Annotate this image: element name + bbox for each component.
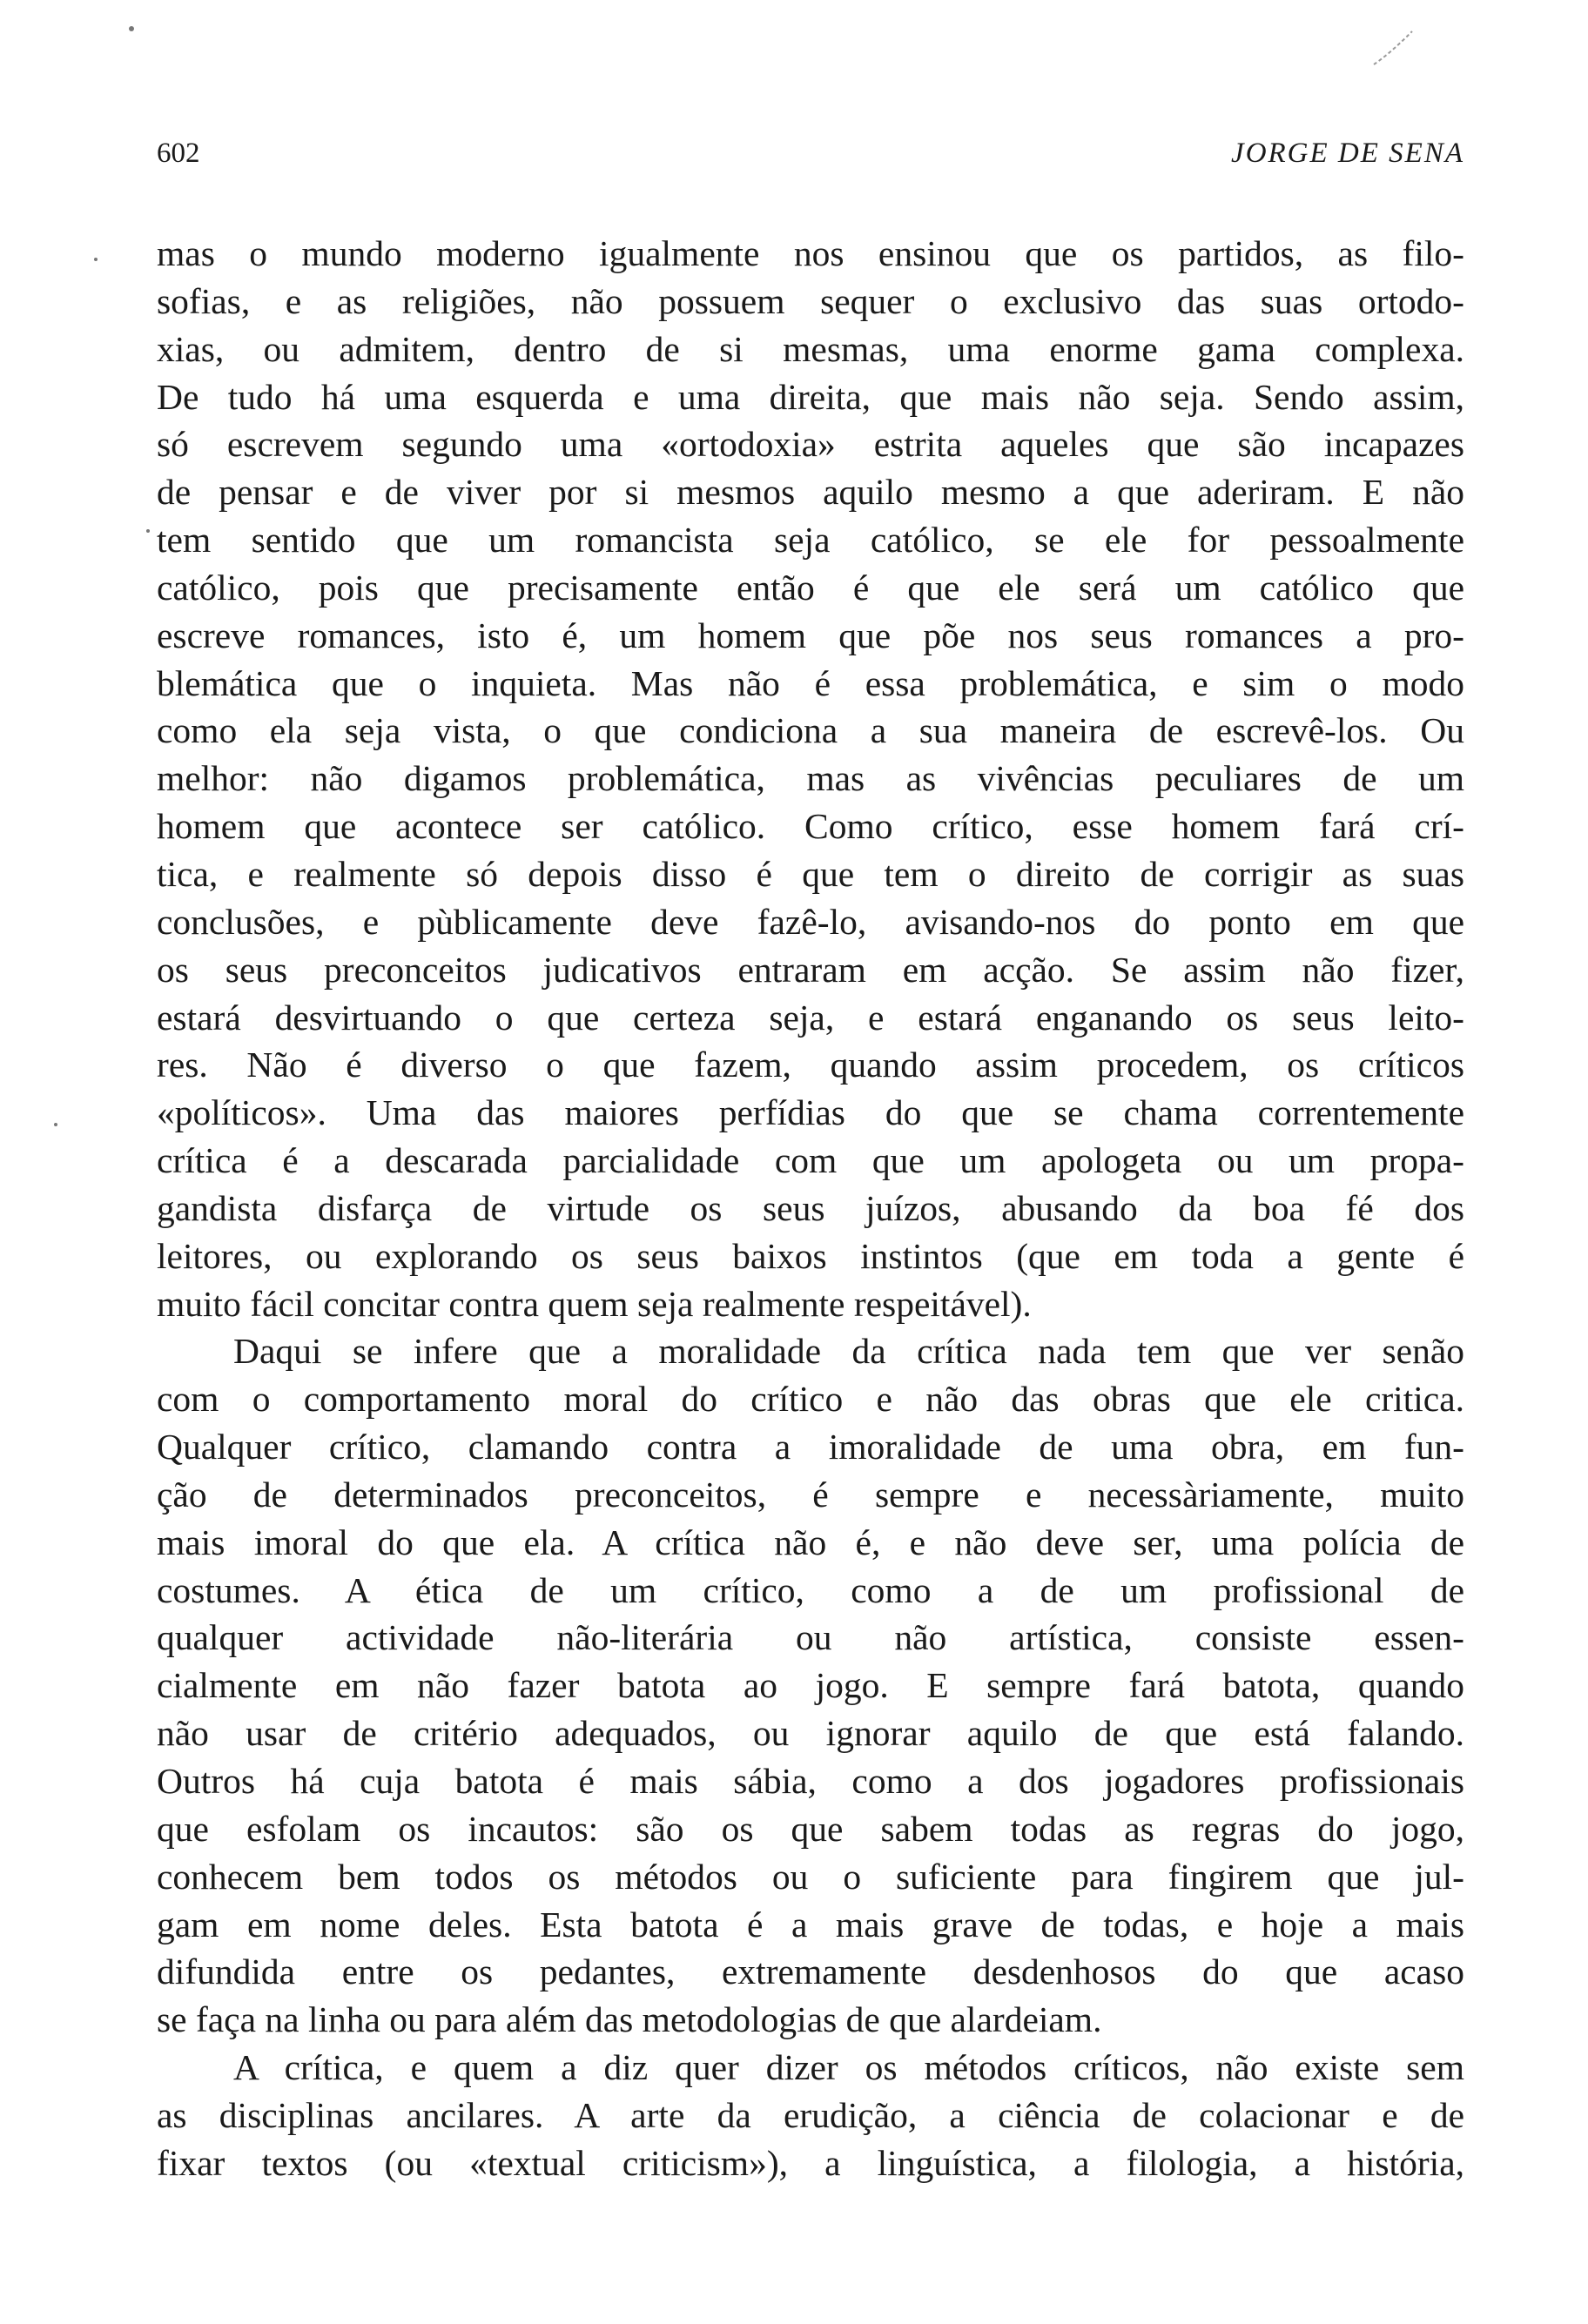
text-line: gandista disfarça de virtude os seus juízos, abusando da boa fé dos — [157, 1187, 1464, 1228]
text-line: que esfolam os incautos: são os que sabem todas as regras do jogo, — [157, 1808, 1464, 1849]
text-line: homem que acontece ser católico. Como crítico, esse homem fará crí- — [157, 806, 1464, 847]
text-line: ção de determinados preconceitos, é sempre e necessàriamente, muito — [157, 1474, 1464, 1515]
text-line: mais imoral do que ela. A crítica não é, e não deve ser, uma polícia de — [157, 1521, 1464, 1562]
text-line: qualquer actividade não-literária ou não artística, consiste essen- — [157, 1617, 1464, 1658]
text-line: leitores, ou explorando os seus baixos instintos (que em toda a gente é — [157, 1235, 1464, 1276]
text-line: os seus preconceitos judicativos entraram em acção. Se assim não fizer, — [157, 949, 1464, 990]
ink-speck — [94, 258, 98, 261]
text-line: escreve romances, isto é, um homem que põe nos seus romances a pro- — [157, 615, 1464, 655]
text-line: não usar de critério adequados, ou ignorar aquilo de que está falando. — [157, 1713, 1464, 1754]
text-line: De tudo há uma esquerda e uma direita, que mais não seja. Sendo assim, — [157, 376, 1464, 417]
text-line: de pensar e de viver por si mesmos aquilo mesmo a que aderiram. E não — [157, 472, 1464, 513]
body-text — [157, 230, 1464, 2187]
text-line: «políticos». Uma das maiores perfídias do que se chama correntemente — [157, 1092, 1464, 1133]
running-head: JORGE DE SENA — [1231, 138, 1464, 169]
text-line: com o comportamento moral do crítico e não das obras que ele critica. — [157, 1379, 1464, 1420]
text-line: muito fácil concitar contra quem seja realmente respeitável). — [157, 1283, 1032, 1324]
text-line: tica, e realmente só depois disso é que tem o direito de corrigir as suas — [157, 853, 1464, 894]
text-line: difundida entre os pedantes, extremamente desdenhosos do que acaso — [157, 1951, 1464, 1992]
text-line: católico, pois que precisamente então é que ele será um católico que — [157, 567, 1464, 608]
page-number: 602 — [157, 138, 200, 169]
text-line: conclusões, e pùblicamente deve fazê-lo, avisando-nos do ponto em que — [157, 901, 1464, 942]
text-line: mas o mundo moderno igualmente nos ensinou que os partidos, as filo- — [157, 233, 1464, 273]
ink-speck — [146, 529, 150, 533]
text-line: conhecem bem todos os métodos ou o suficiente para fingirem que jul- — [157, 1856, 1464, 1897]
ink-speck — [129, 26, 134, 31]
pencil-mark — [1367, 26, 1419, 70]
ink-speck — [54, 1123, 57, 1126]
text-line: as disciplinas ancilares. A arte da erudição, a ciência de colacionar e de — [157, 2094, 1464, 2135]
text-line: xias, ou admitem, dentro de si mesmas, uma enorme gama complexa. — [157, 328, 1464, 369]
text-line: sofias, e as religiões, não possuem sequer o exclusivo das suas ortodo- — [157, 280, 1464, 321]
text-line: melhor: não digamos problemática, mas as vivências peculiares de um — [157, 758, 1464, 799]
text-line: blemática que o inquieta. Mas não é essa problemática, e sim o modo — [157, 662, 1464, 703]
text-line: Qualquer crítico, clamando contra a imoralidade de uma obra, em fun- — [157, 1427, 1464, 1468]
text-line: Daqui se infere que a moralidade da crítica nada tem que ver senão — [233, 1331, 1464, 1372]
text-line: se faça na linha ou para além das metodologias de que alardeiam. — [157, 1999, 1102, 2040]
text-line: estará desvirtuando o que certeza seja, e estará enganando os seus leito- — [157, 997, 1464, 1038]
text-line: res. Não é diverso o que fazem, quando assim procedem, os críticos — [157, 1044, 1464, 1085]
text-line: cialmente em não fazer batota ao jogo. E sempre fará batota, quando — [157, 1665, 1464, 1706]
text-line: gam em nome deles. Esta batota é a mais grave de todas, e hoje a mais — [157, 1904, 1464, 1945]
text-line: fixar textos (ou «textual criticism»), a linguística, a filologia, a história, — [157, 2142, 1464, 2183]
text-line: costumes. A ética de um crítico, como a de um profissional de — [157, 1569, 1464, 1610]
page-header — [157, 138, 1464, 181]
text-line: A crítica, e quem a diz quer dizer os métodos críticos, não existe sem — [233, 2047, 1464, 2088]
text-line: tem sentido que um romancista seja católico, se ele for pessoalmente — [157, 520, 1464, 561]
text-line: como ela seja vista, o que condiciona a sua maneira de escrevê-los. Ou — [157, 710, 1464, 751]
text-line: Outros há cuja batota é mais sábia, como a dos jogadores profissionais — [157, 1761, 1464, 1801]
text-line: só escrevem segundo uma «ortodoxia» estrita aqueles que são incapazes — [157, 424, 1464, 465]
text-line: crítica é a descarada parcialidade com que um apologeta ou um propa- — [157, 1140, 1464, 1181]
